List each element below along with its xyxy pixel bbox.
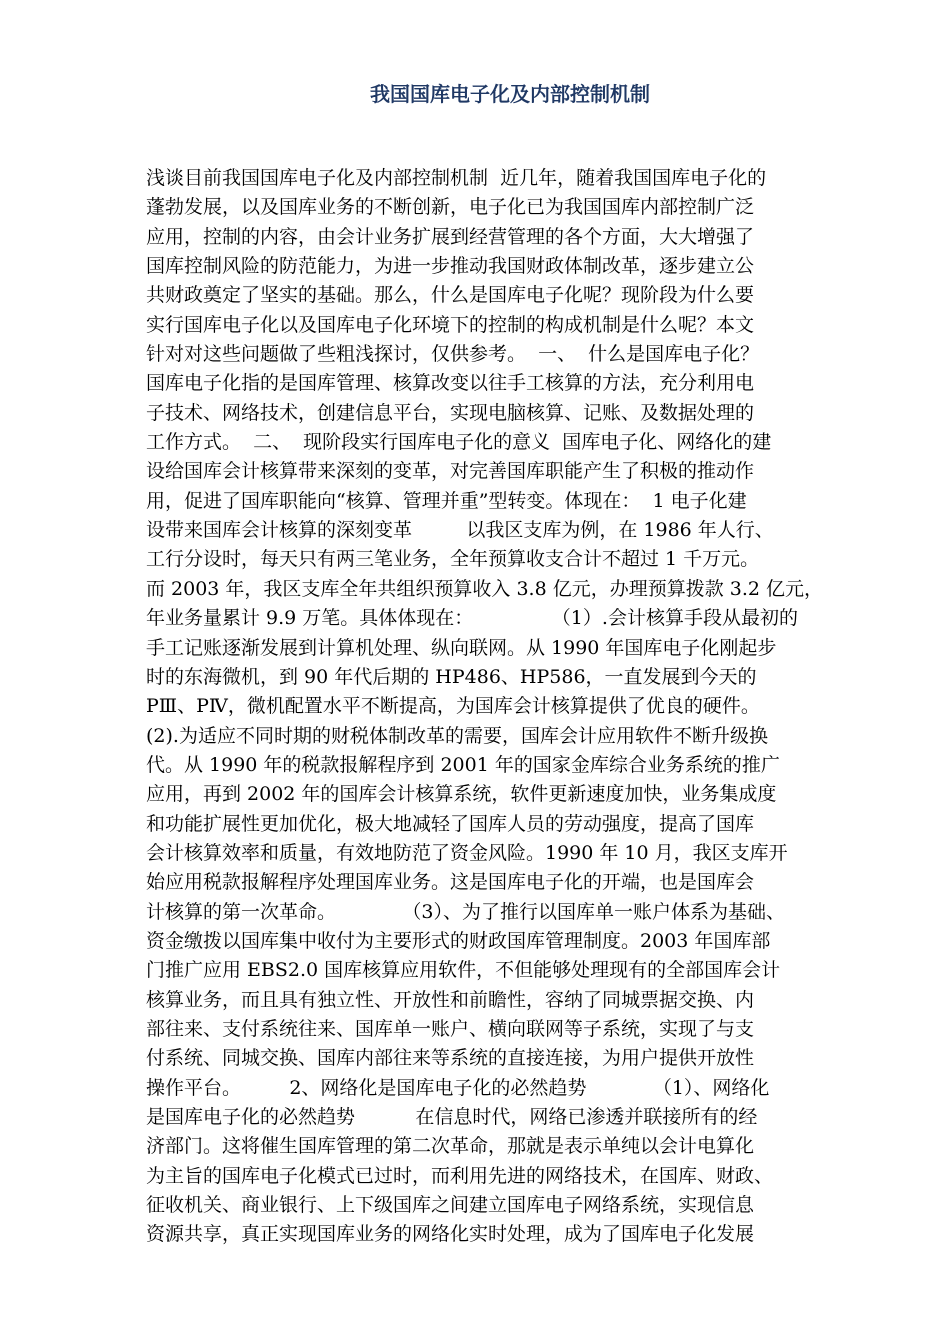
body-text-line: 济部门。这将催生国库管理的第二次革命，那就是表示单纯以会计电算化 bbox=[146, 1135, 755, 1158]
body-text-line: 核算业务，而且具有独立性、开放性和前瞻性，容纳了同城票据交换、内 bbox=[146, 988, 755, 1011]
body-text-line: 门推广应用 EBS2.0 国库核算应用软件，不但能够处理现有的全部国库会计 bbox=[146, 959, 781, 982]
body-text-line: 代。从 1990 年的税款报解程序到 2001 年的国家金库综合业务系统的推广 bbox=[146, 753, 780, 776]
body-text-line: 始应用税款报解程序处理国库业务。这是国库电子化的开端，也是国库会 bbox=[146, 871, 755, 894]
body-text-line: 操作平台。 2、网络化是国库电子化的必然趋势 （1）、网络化 bbox=[146, 1076, 770, 1099]
body-text-line: 而 2003 年，我区支库全年共组织预算收入 3.8 亿元，办理预算拨款 3.2 亿元， bbox=[146, 577, 824, 600]
body-text-line: 计核算的第一次革命。 （3）、为了推行以国库单一账户体系为基础、 bbox=[146, 900, 786, 923]
body-text-line: 为主旨的国库电子化模式已过时，而利用先进的网络技术，在国库、财政、 bbox=[146, 1164, 774, 1187]
body-text-line: 资金缴拨以国库集中收付为主要形式的财政国库管理制度。2003 年国库部 bbox=[146, 929, 771, 952]
body-text-line: 实行国库电子化以及国库电子化环境下的控制的构成机制是什么呢？本文 bbox=[146, 313, 755, 336]
body-text-line: 应用，控制的内容，由会计业务扩展到经营管理的各个方面，大大增强了 bbox=[146, 225, 755, 248]
body-text-line: 时的东海微机，到 90 年代后期的 HP486、HP586，一直发展到今天的 bbox=[146, 665, 757, 688]
body-text-line: 浅谈目前我国国库电子化及内部控制机制 近几年，随着我国国库电子化的 bbox=[146, 167, 767, 189]
body-text-line: 年业务量累计 9.9 万笔。具体体现在： （1）.会计核算手段从最初的 bbox=[146, 607, 798, 630]
document-body bbox=[146, 164, 886, 1250]
body-text-line: 用，促进了国库职能向“核算、管理并重”型转变。体现在： 1 电子化建 bbox=[146, 489, 747, 512]
body-text-line: 征收机关、商业银行、上下级国库之间建立国库电子网络系统，实现信息 bbox=[146, 1194, 755, 1217]
body-text-line: 是国库电子化的必然趋势 在信息时代，网络已渗透并联接所有的经 bbox=[146, 1106, 758, 1128]
body-text-line: 蓬勃发展，以及国库业务的不断创新，电子化已为我国国库内部控制广泛 bbox=[146, 196, 755, 219]
body-text-line: 会计核算效率和质量，有效地防范了资金风险。1990 年 10 月，我区支库开 bbox=[146, 841, 788, 864]
document-title: 我国国库电子化及内部控制机制 bbox=[370, 82, 650, 106]
body-text-line: 针对对这些问题做了些粗浅探讨，仅供参考。 一、 什么是国库电子化？ bbox=[146, 343, 760, 366]
body-text-line: 付系统、同城交换、国库内部往来等系统的直接连接，为用户提供开放性 bbox=[146, 1047, 755, 1070]
body-text-line: 共财政奠定了坚实的基础。那么，什么是国库电子化呢？现阶段为什么要 bbox=[146, 284, 755, 307]
body-text-line: 部往来、支付系统往来、国库单一账户、横向联网等子系统，实现了与支 bbox=[146, 1017, 755, 1040]
body-text-line: 和功能扩展性更加优化，极大地减轻了国库人员的劳动强度，提高了国库 bbox=[146, 812, 755, 835]
body-text-line: 手工记账逐渐发展到计算机处理、纵向联网。从 1990 年国库电子化刚起步 bbox=[146, 636, 777, 659]
body-text-line: 子技术、网络技术，创建信息平台，实现电脑核算、记账、及数据处理的 bbox=[146, 401, 755, 424]
body-text-line: 资源共享，真正实现国库业务的网络化实时处理，成为了国库电子化发展 bbox=[146, 1223, 755, 1246]
body-text-line: 设给国库会计核算带来深刻的变革，对完善国库职能产生了积极的推动作 bbox=[146, 460, 755, 483]
body-text-line: (2).为适应不同时期的财税体制改革的需要，国库会计应用软件不断升级换 bbox=[146, 724, 768, 747]
body-text-line: 国库控制风险的防范能力，为进一步推动我国财政体制改革，逐步建立公 bbox=[146, 255, 755, 278]
body-text-line: 国库电子化指的是国库管理、核算改变以往手工核算的方法，充分利用电 bbox=[146, 372, 755, 395]
body-text-line: PⅢ、PⅣ，微机配置水平不断提高，为国库会计核算提供了优良的硬件。 bbox=[146, 695, 760, 718]
body-text-line: 设带来国库会计核算的深刻变革 以我区支库为例，在 1986 年人行、 bbox=[146, 519, 774, 542]
body-text-line: 工作方式。 二、 现阶段实行国库电子化的意义 国库电子化、网络化的建 bbox=[146, 431, 772, 454]
body-text-line: 应用，再到 2002 年的国库会计核算系统，软件更新速度加快，业务集成度 bbox=[146, 783, 777, 806]
body-text-line: 工行分设时，每天只有两三笔业务，全年预算收支合计不超过 1 千万元。 bbox=[146, 548, 760, 571]
